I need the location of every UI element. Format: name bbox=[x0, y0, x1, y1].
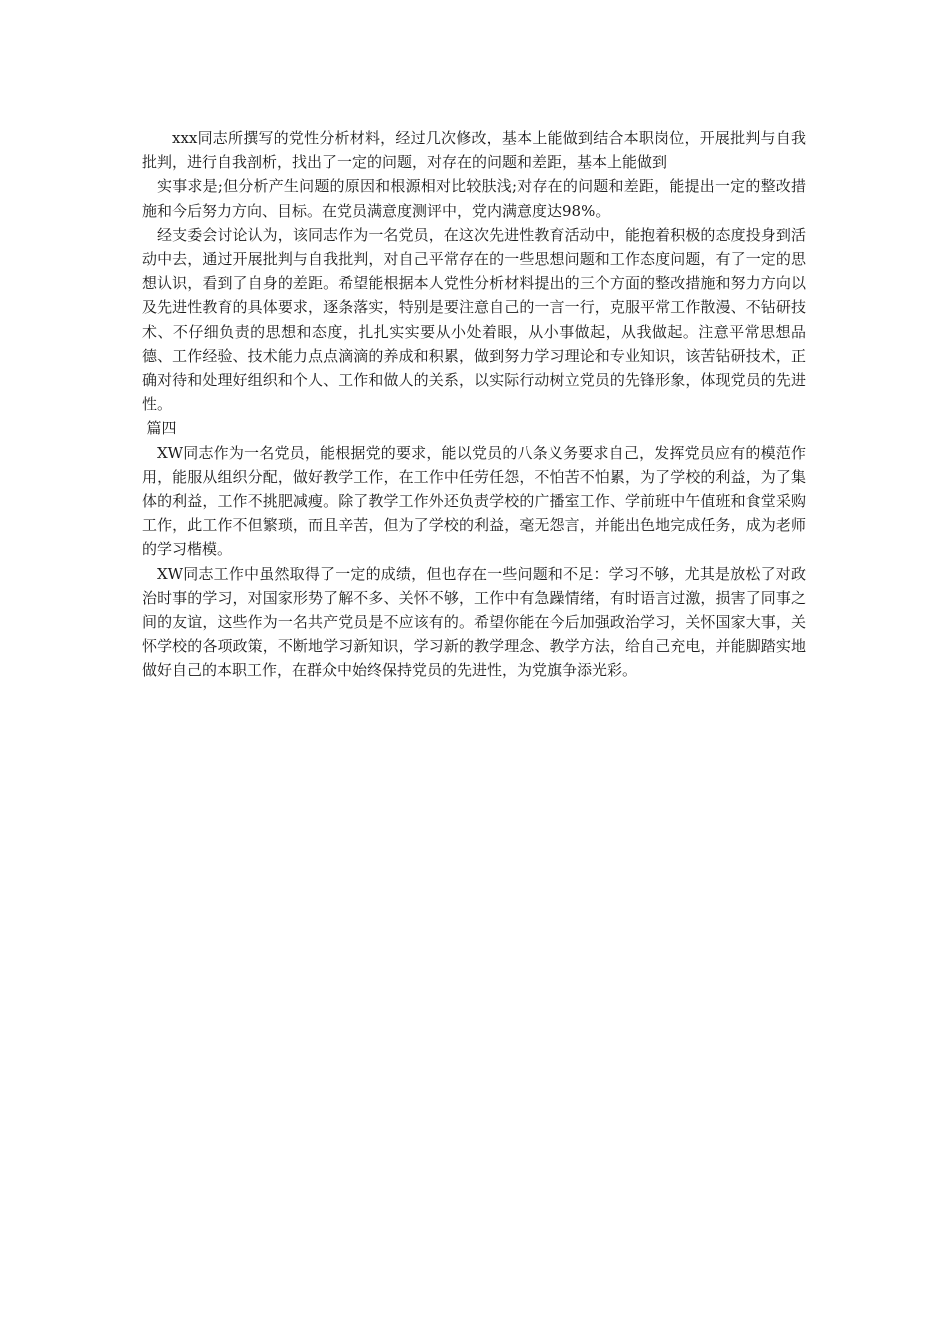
paragraph-2: 实事求是;但分析产生问题的原因和根源相对比较肤浅;对存在的问题和差距，能提出一定的整改措施和今后努力方向、目标。在党员满意度测评中，党内满意度达98%。 bbox=[142, 177, 806, 220]
paragraph-5: XW同志工作中虽然取得了一定的成绩，但也存在一些问题和不足：学习不够，尤其是放松了对政治时事的学习，对国家形势了解不多、关怀不够，工作中有急躁情绪，有时语言过激，损害了同事之间的友谊，这些作为一名共产党员是不应该有的。希望你能在今后加强政治学习，关怀国家大事，关怀学校的各项政策，不断地学习新知识，学习新的教学理念、教学方法，给自己充电，并能脚踏实地做好自己的本职工作，在群众中始终保持党员的先进性，为党旗争添光彩。 bbox=[142, 564, 806, 680]
document-body bbox=[142, 126, 806, 683]
paragraph-1: xxx同志所撰写的党性分析材料，经过几次修改，基本上能做到结合本职岗位，开展批判与自我批判，进行自我剖析，找出了一定的问题，对存在的问题和差距，基本上能做到 bbox=[142, 129, 806, 172]
section-heading-part-four: 篇四 bbox=[146, 419, 177, 438]
paragraph-3: 经支委会讨论认为，该同志作为一名党员，在这次先进性教育活动中，能抱着积极的态度投身到活动中去，通过开展批判与自我批判，对自己平常存在的一些思想问题和工作态度问题，有了一定的思想认识，看到了自身的差距。希望能根据本人党性分析材料提出的三个方面的整改措施和努力方向以及先进性教育的具体要求，逐条落实，特别是要注意自己的一言一行，克服平常工作散漫、不钻研技术、不仔细负责的思想和态度，扎扎实实要从小处着眼，从小事做起，从我做起。注意平常思想品德、工作经验、技术能力点点滴滴的养成和积累，做到努力学习理论和专业知识，该苦钻研技术，正确对待和处理好组织和个人、工作和做人的关系，以实际行动树立党员的先锋形象，体现党员的先进性。 bbox=[142, 225, 806, 414]
paragraph-4: XW同志作为一名党员，能根据党的要求，能以党员的八条义务要求自己，发挥党员应有的模范作用，能服从组织分配，做好教学工作，在工作中任劳任怨，不怕苦不怕累，为了学校的利益，为了集体的利益，工作不挑肥减瘦。除了教学工作外还负责学校的广播室工作、学前班中午值班和食堂采购工作，此工作不但繁琐，而且辛苦，但为了学校的利益，毫无怨言，并能出色地完成任务，成为老师的学习楷模。 bbox=[142, 443, 806, 559]
